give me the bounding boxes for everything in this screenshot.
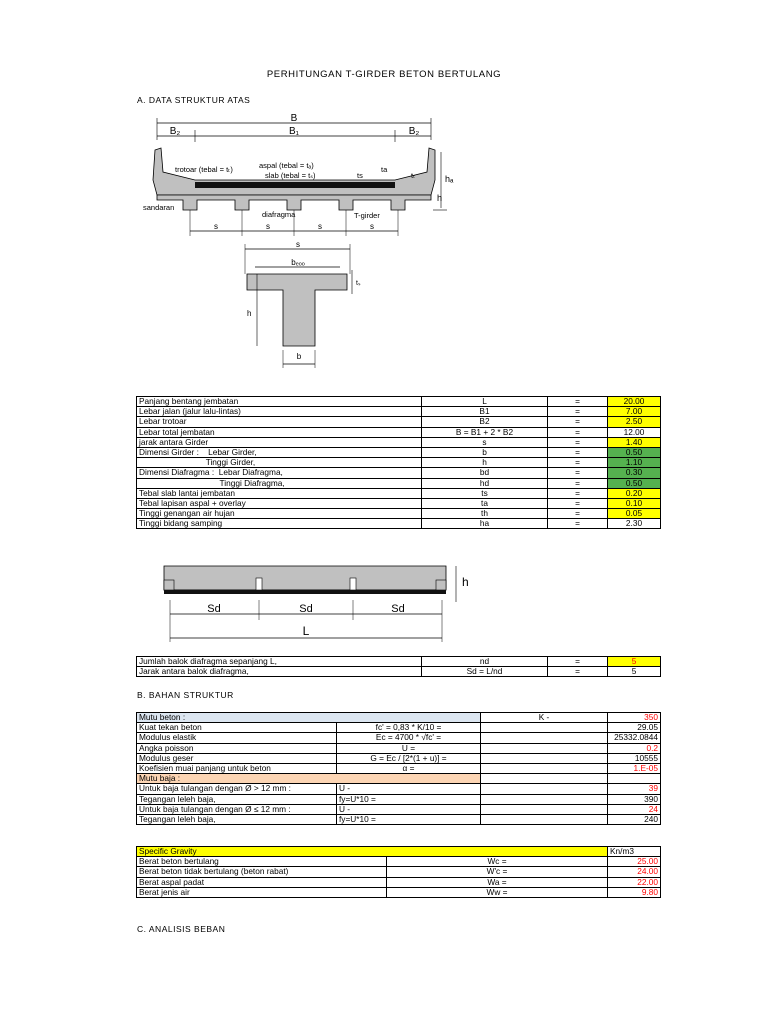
row-label: Tinggi Diafragma, <box>137 478 422 488</box>
row-label: Tinggi Girder, <box>137 458 422 468</box>
row-equals: = <box>548 657 608 667</box>
row-value: 1.10 <box>608 458 661 468</box>
table-row <box>137 753 661 763</box>
row-value: 1.40 <box>608 437 661 447</box>
row-value: 29.05 <box>608 723 661 733</box>
table-row <box>137 447 661 457</box>
table-row <box>137 498 661 508</box>
row-symbol: ha <box>422 519 548 529</box>
row-value: 5 <box>608 657 661 667</box>
row-label: Tinggi genangan air hujan <box>137 509 422 519</box>
row-symbol: B2 <box>422 417 548 427</box>
cross-section-diagram <box>135 110 475 245</box>
row-equals: = <box>548 458 608 468</box>
row-label: Tebal lapisan aspal + overlay <box>137 498 422 508</box>
table-row <box>137 887 661 897</box>
row-symbol: b <box>422 447 548 457</box>
row-label: Modulus geser <box>137 753 337 763</box>
row-value: 20.00 <box>608 397 661 407</box>
row-value: 5 <box>608 667 661 677</box>
row-value: 39 <box>608 784 661 794</box>
row-symbol: h <box>422 458 548 468</box>
row-formula: Wa = <box>387 877 608 887</box>
row-value: 240 <box>608 814 661 824</box>
row-symbol: B1 <box>422 407 548 417</box>
row-symbol: ts <box>422 488 548 498</box>
table-row <box>137 867 661 877</box>
dim-B1-label: B₁ <box>288 126 300 137</box>
row-equals: = <box>548 447 608 457</box>
row-label: Kuat tekan beton <box>137 723 337 733</box>
row-blank <box>481 763 608 773</box>
table-row <box>137 763 661 773</box>
row-symbol: nd <box>422 657 548 667</box>
mutu-baja-label: Mutu baja : <box>137 774 481 784</box>
row-value: 24 <box>608 804 661 814</box>
table-row <box>137 397 661 407</box>
b-label-t: b <box>296 352 302 361</box>
row-label: Koefisien muai panjang untuk beton <box>137 763 337 773</box>
row-equals: = <box>548 498 608 508</box>
table-row <box>137 784 661 794</box>
row-value: 22.00 <box>608 877 661 887</box>
row-blank <box>481 774 608 784</box>
sd-label-1: Sd <box>207 603 221 615</box>
row-blank <box>481 814 608 824</box>
row-label: Tegangan leleh baja, <box>137 814 337 824</box>
row-value: 0.50 <box>608 447 661 457</box>
row-value: 1.E-05 <box>608 763 661 773</box>
ts-label-t: tₛ <box>356 280 361 287</box>
table-row <box>137 814 661 824</box>
row-value: 0.2 <box>608 743 661 753</box>
row-blank <box>481 733 608 743</box>
table-row <box>137 743 661 753</box>
row-label: Berat beton tidak bertulang (beton rabat) <box>137 867 387 877</box>
row-value: 2.50 <box>608 417 661 427</box>
row-label: Jumlah balok diafragma sepanjang L, <box>137 657 422 667</box>
table-row <box>137 427 661 437</box>
h-label-t: h <box>247 309 252 318</box>
longitudinal-diagram <box>160 558 480 644</box>
row-label: Tebal slab lantai jembatan <box>137 488 422 498</box>
row-formula: fy=U*10 = <box>337 794 481 804</box>
table-row <box>137 804 661 814</box>
mutu-beton-value: 350 <box>608 713 661 723</box>
row-label: Lebar jalan (jalur lalu-lintas) <box>137 407 422 417</box>
table-row <box>137 794 661 804</box>
row-label: Lebar total jembatan <box>137 427 422 437</box>
slab-label: slab (tebal = tₛ) <box>265 171 316 180</box>
sg-unit: Kn/m3 <box>608 847 661 857</box>
specific-gravity-table <box>136 846 661 898</box>
row-equals: = <box>548 468 608 478</box>
row-symbol: ta <box>422 498 548 508</box>
row-value: 0.10 <box>608 498 661 508</box>
s-label-1: s <box>214 222 218 231</box>
row-formula: α = <box>337 763 481 773</box>
row-blank <box>481 784 608 794</box>
diafragma-label: diafragma <box>262 210 296 219</box>
row-label: Tegangan leleh baja, <box>137 794 337 804</box>
L-label: L <box>302 624 310 638</box>
row-symbol: B = B1 + 2 * B2 <box>422 427 548 437</box>
s-label-3: s <box>318 222 322 231</box>
table-row <box>137 478 661 488</box>
row-symbol: L <box>422 397 548 407</box>
mutu-beton-k: K - <box>481 713 608 723</box>
table-row <box>137 509 661 519</box>
row-label: Jarak antara balok diafragma, <box>137 667 422 677</box>
t-section-diagram <box>235 238 365 370</box>
dim-B2-right-label: B₂ <box>408 126 420 137</box>
row-value: 10555 <box>608 753 661 763</box>
row-equals: = <box>548 478 608 488</box>
row-formula: U - <box>337 804 481 814</box>
row-formula: U - <box>337 784 481 794</box>
row-formula: fc' = 0,83 * K/10 = <box>337 723 481 733</box>
table-row <box>137 519 661 529</box>
row-formula: U = <box>337 743 481 753</box>
row-label: Berat jenis air <box>137 887 387 897</box>
row-value: 390 <box>608 794 661 804</box>
row-value: 0.30 <box>608 468 661 478</box>
h-label-long: h <box>462 575 469 589</box>
row-formula: W'c = <box>387 867 608 877</box>
page-title: PERHITUNGAN T-GIRDER BETON BERTULANG <box>266 69 502 80</box>
row-formula: G = Ec / [2*(1 + u)] = <box>337 753 481 763</box>
row-formula: Ec = 4700 * √fc' = <box>337 733 481 743</box>
row-label: Dimensi Girder : Lebar Girder, <box>137 447 422 457</box>
table-row <box>137 488 661 498</box>
table-row <box>137 857 661 867</box>
row-symbol: hd <box>422 478 548 488</box>
table-row <box>137 407 661 417</box>
ha-label: hₐ <box>445 174 454 184</box>
row-value: 7.00 <box>608 407 661 417</box>
row-equals: = <box>548 437 608 447</box>
row-value: 0.05 <box>608 509 661 519</box>
row-equals: = <box>548 407 608 417</box>
material-table <box>136 712 661 825</box>
row-equals: = <box>548 509 608 519</box>
table-row <box>137 417 661 427</box>
row-value: 24.00 <box>608 867 661 877</box>
row-equals: = <box>548 519 608 529</box>
tgirder-label: T-girder <box>354 211 380 220</box>
row-formula: fy=U*10 = <box>337 814 481 824</box>
row-formula: Ww = <box>387 887 608 897</box>
row-blank <box>481 743 608 753</box>
sg-heading: Specific Gravity <box>137 847 608 857</box>
row-symbol: bd <box>422 468 548 478</box>
row-equals: = <box>548 417 608 427</box>
mutu-beton-label: Mutu beton : <box>137 713 481 723</box>
structure-data-table <box>136 396 661 529</box>
diafragma-table <box>136 656 661 677</box>
ts-label: ts <box>357 171 363 180</box>
s-label-4: s <box>370 222 374 231</box>
row-formula: Wc = <box>387 857 608 867</box>
row-value: 0.50 <box>608 478 661 488</box>
row-symbol: Sd = L/nd <box>422 667 548 677</box>
aspal-label: aspal (tebal = tₐ) <box>259 161 314 170</box>
row-equals: = <box>548 427 608 437</box>
row-blank <box>608 774 661 784</box>
trotoar-label: trotoar (tebal = tₜ) <box>175 165 233 174</box>
row-label: Angka poisson <box>137 743 337 753</box>
table-row <box>137 437 661 447</box>
row-label: Modulus elastik <box>137 733 337 743</box>
row-label: Panjang bentang jembatan <box>137 397 422 407</box>
table-row <box>137 774 661 784</box>
row-label: Berat aspal padat <box>137 877 387 887</box>
row-blank <box>481 794 608 804</box>
row-label: Dimensi Diafragma : Lebar Diafragma, <box>137 468 422 478</box>
row-blank <box>481 804 608 814</box>
section-c-heading: C. ANALISIS BEBAN <box>137 924 226 934</box>
ta-label: ta <box>381 165 388 174</box>
row-label: Untuk baja tulangan dengan Ø > 12 mm : <box>137 784 337 794</box>
beff-label: bₑₒₒ <box>291 258 305 267</box>
row-value: 25.00 <box>608 857 661 867</box>
row-label: jarak antara Girder <box>137 437 422 447</box>
sd-label-2: Sd <box>299 603 313 615</box>
row-label: Untuk baja tulangan dengan Ø ≤ 12 mm : <box>137 804 337 814</box>
dim-B2-left-label: B₂ <box>169 126 181 137</box>
row-blank <box>481 723 608 733</box>
sd-label-3: Sd <box>391 603 405 615</box>
row-blank <box>481 753 608 763</box>
h-label-fig1: h <box>437 193 443 203</box>
row-value: 9.80 <box>608 887 661 897</box>
row-equals: = <box>548 667 608 677</box>
row-value: 25332.0844 <box>608 733 661 743</box>
row-equals: = <box>548 488 608 498</box>
table-row <box>137 667 661 677</box>
table-row <box>137 723 661 733</box>
dim-B-label: B <box>290 113 298 124</box>
row-value: 12.00 <box>608 427 661 437</box>
table-row <box>137 468 661 478</box>
sandaran-label: sandaran <box>143 203 175 212</box>
table-row <box>137 657 661 667</box>
row-label: Lebar trotoar <box>137 417 422 427</box>
section-a-heading: A. DATA STRUKTUR ATAS <box>137 95 251 105</box>
table-row <box>137 877 661 887</box>
row-label: Berat beton bertulang <box>137 857 387 867</box>
row-symbol: s <box>422 437 548 447</box>
table-row <box>137 458 661 468</box>
section-b-heading: B. BAHAN STRUKTUR <box>137 690 234 700</box>
tt-label: tₜ <box>411 171 416 180</box>
table-row <box>137 733 661 743</box>
s-label-2: s <box>266 222 270 231</box>
row-value: 2.30 <box>608 519 661 529</box>
row-value: 0.20 <box>608 488 661 498</box>
row-symbol: th <box>422 509 548 519</box>
s-label-t: s <box>296 240 300 249</box>
row-label: Tinggi bidang samping <box>137 519 422 529</box>
row-equals: = <box>548 397 608 407</box>
